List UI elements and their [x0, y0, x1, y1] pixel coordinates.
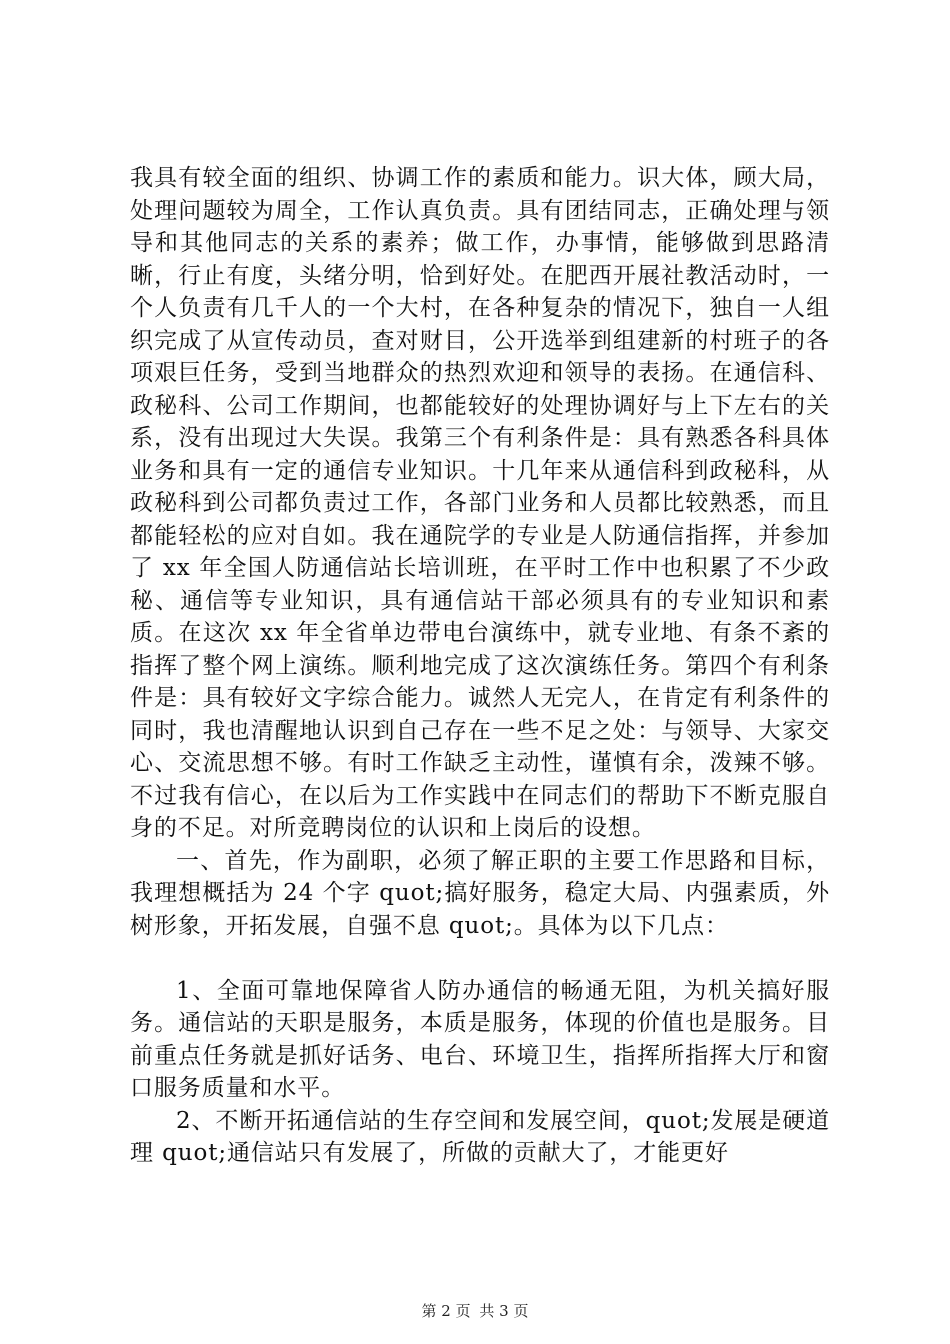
document-body — [130, 162, 830, 1170]
paragraph-goals-intro: 一、首先，作为副职，必须了解正职的主要工作思路和目标，我理想概括为 24 个字 quot;搞好服务，稳定大局、内强素质，外树形象，开拓发展，自强不息 quot;。具体为以下几点： — [130, 847, 830, 939]
paragraph-spacer — [130, 942, 830, 975]
paragraph-point-2: 2、不断开拓通信站的生存空间和发展空间，quot;发展是硬道理 quot;通信站只有发展了，所做的贡献大了，才能更好 — [130, 1107, 831, 1166]
page-footer — [0, 1300, 950, 1321]
paragraph-qualifications: 我具有较全面的组织、协调工作的素质和能力。识大体，顾大局，处理问题较为周全，工作认真负责。具有团结同志，正确处理与领导和其他同志的关系的素养；做工作，办事情，能够做到思路清晰，行止有度，头绪分明，恰到好处。在肥西开展社教活动时，一个人负责有几千人的一个大村，在各种复杂的情况下，独自一人组织完成了从宣传动员，查对财目，公开选举到组建新的村班子的各项艰巨任务，受到当地群众的热烈欢迎和领导的表扬。在通信科、政秘科、公司工作期间，也都能较好的处理协调好与上下左右的关系，没有出现过大失误。我第三个有利条件是：具有熟悉各科具体业务和具有一定的通信专业知识。十几年来从通信科到政秘科，从政秘科到公司都负责过工作，各部门业务和人员都比较熟悉，而且都能轻松的应对自如。我在通院学的专业是人防通信指挥，并参加了 xx 年全国人防通信站长培训班，在平时工作中也积累了不少政秘、通信等专业知识，具有通信站干部必须具有的专业知识和素质。在这次 xx 年全省单边带电台演练中，就专业地、有条不紊的指挥了整个网上演练。顺利地完成了这次演练任务。第四个有利条件是：具有较好文字综合能力。诚然人无完人，在肯定有利条件的同时，我也清醒地认识到自己存在一些不足之处：与领导、大家交心、交流思想不够。有时工作缺乏主动性，谨慎有余，泼辣不够。不过我有信心，在以后为工作实践中在同志们的帮助下不断克服自身的不足。对所竞聘岗位的认识和上岗后的设想。 — [130, 165, 830, 841]
paragraph-point-1: 1、全面可靠地保障省人防办通信的畅通无阻，为机关搞好服务。通信站的天职是服务，本质是服务，体现的价值也是服务。目前重点任务就是抓好话务、电台、环境卫生，指挥所指挥大厅和窗口服务质量和水平。 — [130, 977, 830, 1101]
page-number: 第 2 页 — [421, 1302, 471, 1320]
page-total: 共 3 页 — [479, 1302, 529, 1320]
